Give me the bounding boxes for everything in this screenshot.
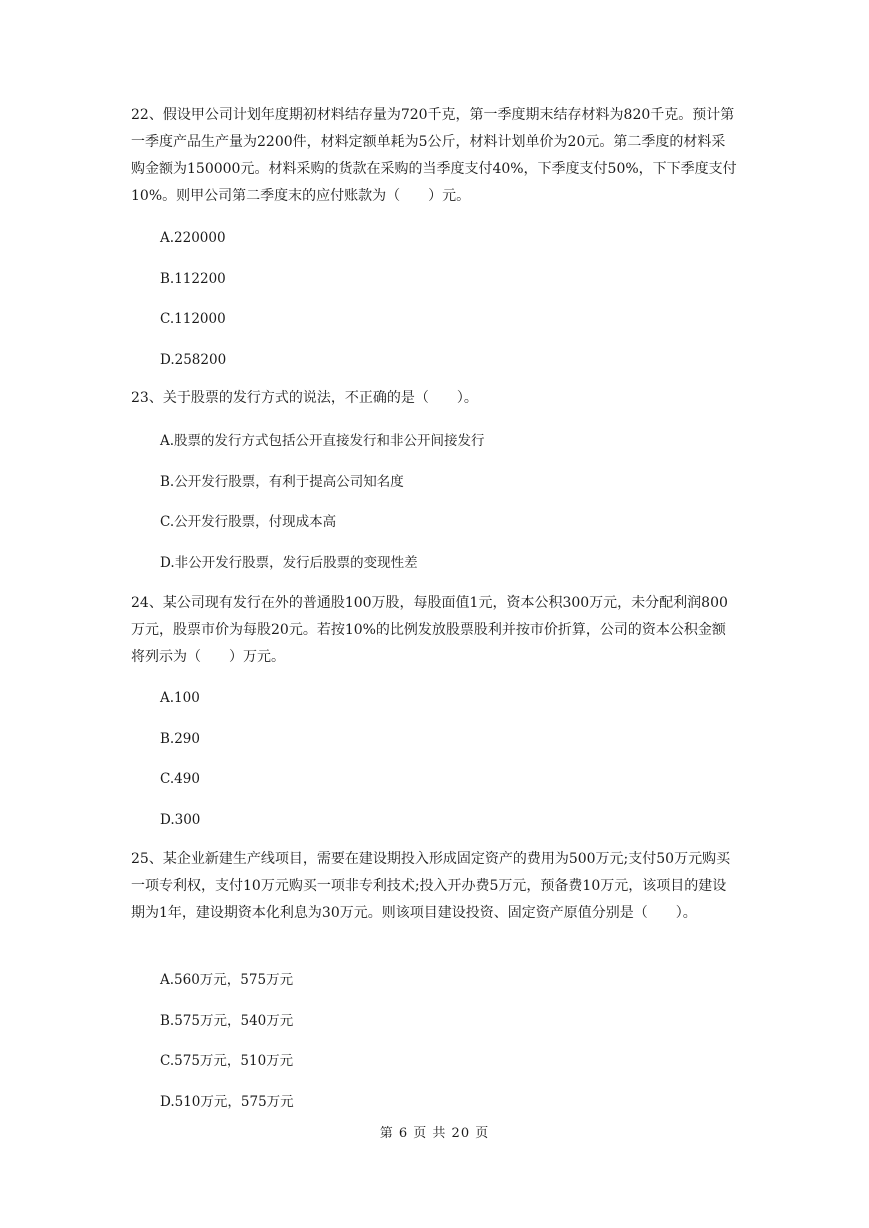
question-25-option-a: A.560万元，575万元 (160, 972, 294, 988)
question-22-option-b: B.112200 (160, 271, 226, 287)
question-25-option-b: B.575万元，540万元 (160, 1013, 294, 1029)
question-23-option-d: D.非公开发行股票，发行后股票的变现性差 (160, 555, 418, 571)
question-22-stem: 22、假设甲公司计划年度期初材料结存量为720千克，第一季度期末结存材料为820千克。预计第一季度产品生产量为2200件，材料定额单耗为5公斤，材料计划单价为20元。第二季度的材料采购金额为150000元。材料采购的货款在采购的当季度支付40%，下季度支付50%，下下季度支付10%。则甲公司第二季度末的应付账款为（ ）元。 (131, 107, 737, 204)
question-24-option-d: D.300 (160, 812, 201, 828)
page-number-footer: 第 6 页 共 20 页 (379, 1126, 490, 1141)
question-24-option-c: C.490 (160, 771, 200, 787)
question-23-option-a: A.股票的发行方式包括公开直接发行和非公开间接发行 (160, 433, 485, 449)
question-24-option-b: B.290 (160, 731, 200, 747)
question-25-stem: 25、某企业新建生产线项目，需要在建设期投入形成固定资产的费用为500万元;支付50万元购买一项专利权，支付10万元购买一项非专利技术;投入开办费5万元，预备费10万元，该项目的建设期为1年，建设期资本化利息为30万元。则该项目建设投资、固定资产原值分别是（ ）。 (131, 851, 731, 921)
question-24-option-a: A.100 (160, 690, 200, 706)
question-23-stem: 23、关于股票的发行方式的说法，不正确的是（ ）。 (131, 390, 478, 406)
question-22-option-a: A.220000 (160, 230, 226, 246)
question-25-option-d: D.510万元，575万元 (160, 1094, 294, 1110)
question-23-option-b: B.公开发行股票，有利于提高公司知名度 (160, 474, 404, 490)
question-22-option-c: C.112000 (160, 311, 226, 327)
question-22-option-d: D.258200 (160, 352, 227, 368)
question-25-option-c: C.575万元，510万元 (160, 1053, 294, 1069)
question-24-stem: 24、某公司现有发行在外的普通股100万股，每股面值1元，资本公积300万元，未分配利润800万元，股票市价为每股20元。若按10%的比例发放股票股利并按市价折算，公司的资本公积金额将列示为（ ）万元。 (131, 595, 728, 665)
question-23-option-c: C.公开发行股票，付现成本高 (160, 514, 337, 530)
